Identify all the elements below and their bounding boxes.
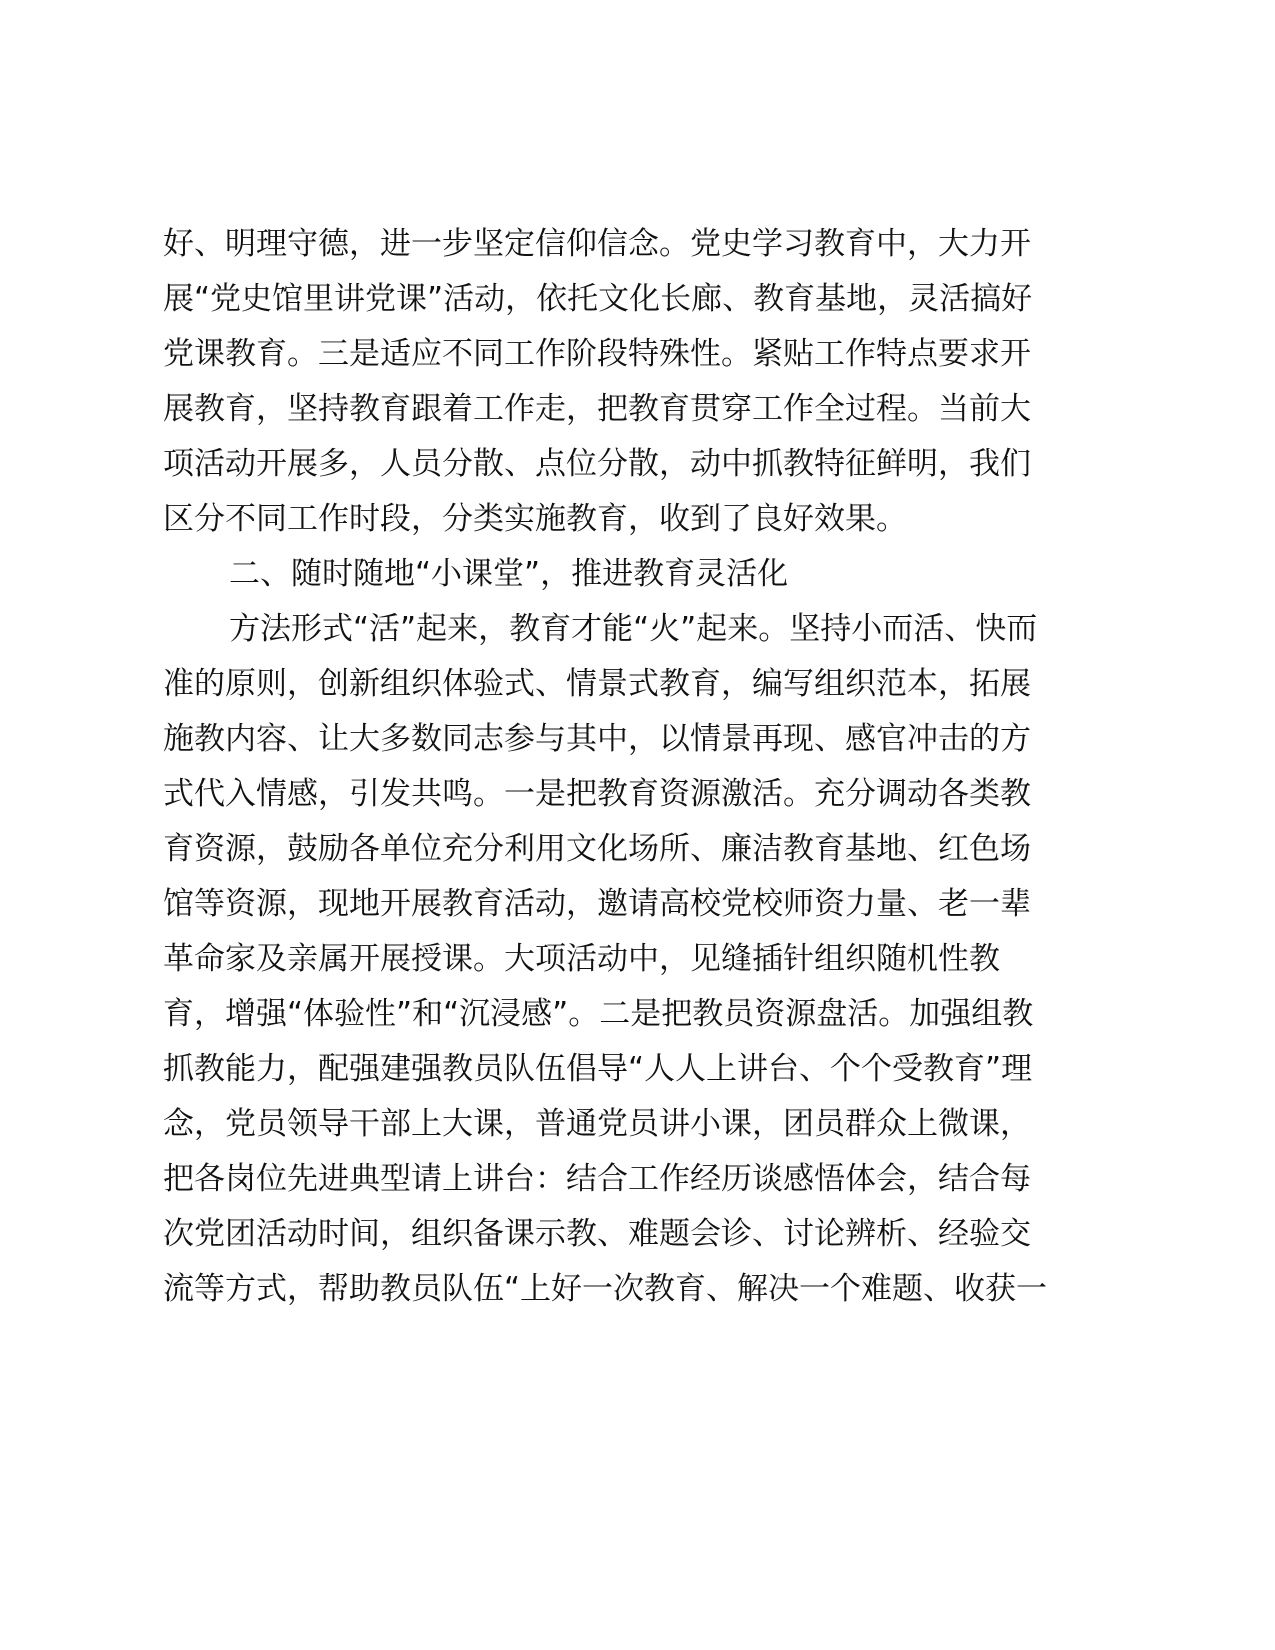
body-text-line: 流等方式，帮助教员队伍“上好一次教育、解决一个难题、收获一 xyxy=(163,1271,1048,1307)
body-text-line: 区分不同工作时段，分类实施教育，收到了良好效果。 xyxy=(163,501,907,537)
body-text-line: 馆等资源，现地开展教育活动，邀请高校党校师资力量、老一辈 xyxy=(163,886,1031,922)
body-text-line: 项活动开展多，人员分散、点位分散，动中抓教特征鲜明，我们 xyxy=(163,446,1031,482)
body-text-line: 好、明理守德，进一步坚定信仰信念。党史学习教育中，大力开 xyxy=(163,226,1031,262)
paragraph-first-line: 方法形式“活”起来，教育才能“火”起来。坚持小而活、快而 xyxy=(229,611,1038,647)
body-text-line: 展教育，坚持教育跟着工作走，把教育贯穿工作全过程。当前大 xyxy=(163,391,1031,427)
section-heading: 二、随时随地“小课堂”，推进教育灵活化 xyxy=(229,556,789,592)
body-text-line: 式代入情感，引发共鸣。一是把教育资源激活。充分调动各类教 xyxy=(163,776,1031,812)
body-text-line: 展“党史馆里讲党课”活动，依托文化长廊、教育基地，灵活搞好 xyxy=(163,281,1033,317)
body-text-line: 育，增强“体验性”和“沉浸感”。二是把教员资源盘活。加强组教 xyxy=(163,996,1034,1032)
body-text-line: 施教内容、让大多数同志参与其中，以情景再现、感官冲击的方 xyxy=(163,721,1031,757)
body-text-line: 抓教能力，配强建强教员队伍倡导“人人上讲台、个个受教育”理 xyxy=(163,1051,1033,1087)
body-text-line: 次党团活动时间，组织备课示教、难题会诊、讨论辨析、经验交 xyxy=(163,1216,1031,1252)
body-text-line: 念，党员领导干部上大课，普通党员讲小课，团员群众上微课， xyxy=(163,1106,1031,1142)
body-text-line: 育资源，鼓励各单位充分利用文化场所、廉洁教育基地、红色场 xyxy=(163,831,1031,867)
body-text-line: 把各岗位先进典型请上讲台：结合工作经历谈感悟体会，结合每 xyxy=(163,1161,1031,1197)
body-text-line: 党课教育。三是适应不同工作阶段特殊性。紧贴工作特点要求开 xyxy=(163,336,1031,372)
body-text-line: 准的原则，创新组织体验式、情景式教育，编写组织范本，拓展 xyxy=(163,666,1031,702)
body-text-line: 革命家及亲属开展授课。大项活动中，见缝插针组织随机性教 xyxy=(163,941,1000,977)
